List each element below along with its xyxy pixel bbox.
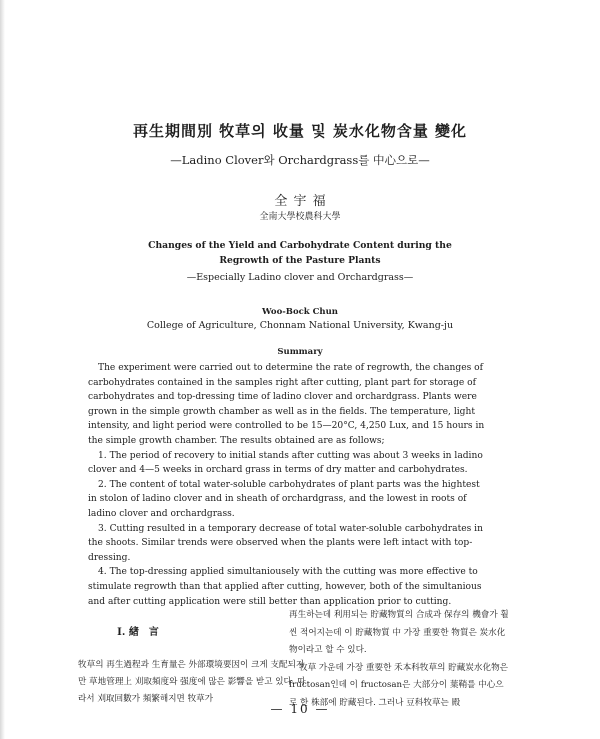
summary-block <box>88 361 486 609</box>
body-right-paragraph-1: 再生하는데 利用되는 貯藏物質의 合成과 保存의 機會가 훨씬 적어지는데 이 貯藏物質 中 가장 重要한 物質은 炭水化物이라고 할 수 있다. <box>289 610 509 655</box>
english-title-line-2: Regrowth of the Pasture Plants <box>219 255 381 266</box>
english-subtitle: —Especially Ladino clover and Orchardgrass— <box>186 272 414 283</box>
korean-subtitle: —Ladino Clover와 Orchardgrass를 中心으로— <box>170 153 430 167</box>
korean-title: 再生期間別 牧草의 收量 및 炭水化物含量 變化 <box>132 122 468 140</box>
page-number: — 10 — <box>270 702 330 716</box>
summary-item-2: 2. The content of total water-soluble carbohydrates of plant parts was the hightest in stolon of ladino clover and in sheath of orchardgrass, and the lowest in roots of ladino clover and orchardgrass. <box>88 479 480 519</box>
scan-edge <box>0 0 5 739</box>
section-heading-introduction: I. 緖 言 <box>117 627 159 638</box>
korean-affiliation: 全南大學校農科大學 <box>259 212 341 222</box>
summary-heading: Summary <box>277 347 323 357</box>
summary-item-3: 3. Cutting resulted in a temporary decrease of total water-soluble carbohydrates in the shoots. Similar trends were observed when the plants were left intact with top-dressing. <box>88 523 483 563</box>
body-right-column <box>289 607 509 712</box>
english-title-line-1: Changes of the Yield and Carbohydrate Content during the <box>148 240 452 251</box>
korean-author: 全 宇 福 <box>274 194 326 209</box>
english-affiliation: College of Agriculture, Chonnam National University, Kwang-ju <box>146 320 454 331</box>
summary-item-1: 1. The period of recovery to initial stands after cutting was about 3 weeks in ladino clover and 4—5 weeks in orchard grass in terms of dry matter and carbohydrates. <box>88 450 483 476</box>
body-right-paragraph-2: 牧草 가운데 가장 重要한 禾本科牧草의 貯藏炭水化物은 fructosan인데 이 fructosan은 大部分이 葉鞘를 中心으로 한 株部에 貯藏된다. 그러나 豆科牧草는 殿 <box>289 662 508 708</box>
body-left-paragraph: 牧草의 再生過程과 生育量은 外部環境要因이 크게 支配되지만 草地管理上 刈取頻度와 强度에 많은 影響을 받고 있다. 따라서 刈取回數가 頻繁해지면 牧草가 <box>78 659 306 704</box>
summary-intro: The experiment were carried out to determine the rate of regrowth, the changes of carbohydrates contained in the samples right after cutting, plant part for storage of carbohydrates and top-dressing time of ladino clover and orchardgrass. Plants were grown in the simple growth chamber as well as in the fields. The temperature, light intensity, and light period were controlled to be 15—20°C, 4,250 Lux, and 15 hours in the simple growth chamber. The results obtained are as follows; <box>88 363 485 446</box>
english-author: Woo-Bock Chun <box>262 307 338 317</box>
summary-item-4: 4. The top-dressing applied simultaniousely with the cutting was more effective to stimulate regrowth than that applied after cutting, however, both of the simultanious and after cutting application were still better than application prior to cutting. <box>88 567 482 607</box>
